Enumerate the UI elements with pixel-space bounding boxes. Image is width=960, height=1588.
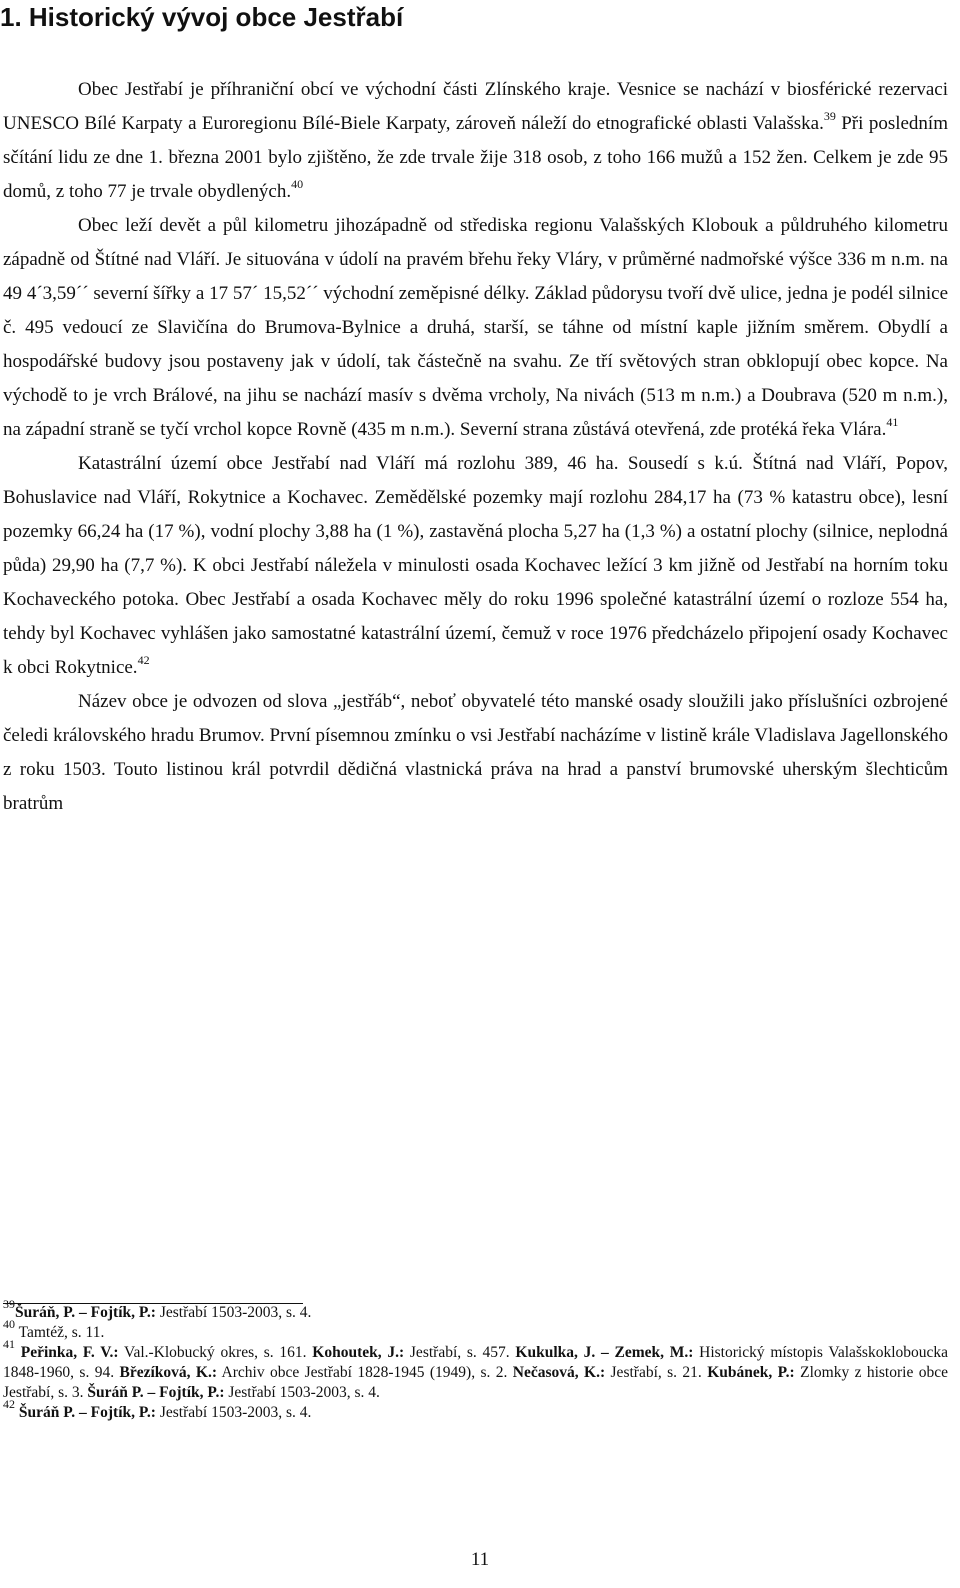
page-heading: 1. Historický vývoj obce Jestřabí [0, 2, 404, 32]
paragraph-text: Při posledním sčítání lidu ze dne 1. března 2001 bylo zjištěno, že zde trvale žije 318 osob, z toho 166 mužů a 152 žen. Celkem je zde 95 domů, z toho 77 je trvale obydlených. [3, 113, 948, 202]
footnote-text: Jestřabí 1503-2003, s. 4. [155, 1404, 312, 1421]
footnote-author: Březíková, K.: [119, 1364, 217, 1381]
footnote-author: Šuráň, P. – Fojtík, P.: [15, 1304, 156, 1321]
paragraph-text: Název obce je odvozen od slova „jestřáb“, neboť obyvatelé této manské osady sloužili jako příslušníci ozbrojené čeledi královského hradu Brumov. První písemnou zmínku o vsi Jestřabí nacházíme v listině krále Vladislava Jagellonského z roku 1503. Touto listinou král potvrdil dědičná vlastnická práva na hrad a panství brumovské uherským šlechticům bratrům [3, 691, 948, 814]
footnote-author: Kukulka, J. – Zemek, M.: [515, 1344, 694, 1361]
footnote-text: Tamtéž, s. 11. [15, 1324, 105, 1341]
footnote-author: Šuráň P. – Fojtík, P.: [87, 1384, 225, 1401]
body-text [3, 73, 948, 821]
footnote [3, 1297, 948, 1323]
footnote-author: Šuráň P. – Fojtík, P.: [15, 1404, 156, 1421]
footnote-author: Nečasová, K.: [512, 1364, 606, 1381]
footnote-ref: 40 [291, 177, 304, 191]
paragraph [3, 447, 948, 685]
footnote-text: Val.-Klobucký okres, s. 161. [118, 1344, 313, 1361]
footnote-text: Archiv obce Jestřabí 1828-1945 (1949), s. 2. [217, 1364, 513, 1381]
footnote-text: Zlomky z historie obce Jestřabí, s. 3. [3, 1364, 948, 1401]
footnotes [3, 1297, 949, 1423]
paragraph [3, 685, 948, 821]
footnote-author: Kubánek, P.: [707, 1364, 795, 1381]
footnote [3, 1317, 948, 1343]
footnote-text: Historický místopis Valašskokloboucka 1848-1960, s. 94. [3, 1344, 949, 1381]
footnote-number: 39 [3, 1297, 15, 1311]
paragraph-text: Katastrální území obce Jestřabí nad Vláří má rozlohu 389, 46 ha. Sousedí s k.ú. Štítná nad Vláří, Popov, Bohuslavice nad Vláří, Rokytnice a Kochavec. Zemědělské pozemky mají rozlohu 284,17 ha (73 % katastru obce), lesní pozemky 66,24 ha (17 %), vodní plochy 3,88 ha (1 %), zastavěná plocha 5,27 ha (1,3 %) a ostatní plochy (silnice, neplodná půda) 29,90 ha (7,7 %). K obci Jestřabí náležela v minulosti osada Kochavec ležící 3 km jižně od Jestřabí na horním toku Kochaveckého potoka. Obec Jestřabí a osada Kochavec měly do roku 1996 společné katastrální území o rozloze 554 ha, tehdy byl Kochavec vyhlášen jako samostatné katastrální území, čemuž v roce 1976 předcházelo připojení osady Kochavec k obci Rokytnice. [3, 453, 948, 678]
footnote-author: Kohoutek, J.: [312, 1344, 405, 1361]
footnote-text: Jestřabí 1503-2003, s. 4. [155, 1304, 312, 1321]
footnote-number: 40 [3, 1317, 15, 1331]
footnote-number: 41 [3, 1337, 15, 1351]
footnote [3, 1337, 949, 1403]
paragraph [3, 209, 948, 447]
footnote-text: Jestřabí 1503-2003, s. 4. [224, 1384, 380, 1401]
page-number: 11 [470, 1549, 490, 1570]
footnote [3, 1397, 948, 1423]
footnote-ref: 41 [886, 415, 899, 429]
paragraph-text: Obec leží devět a půl kilometru jihozápadně od střediska regionu Valašských Klobouk a půldruhého kilometru západně od Štítné nad Vláří. Je situována v údolí na pravém břehu řeky Vláry, v průměrné nadmořské výšce 336 m n.m. na 49 4´3,59´´ severní šířky a 17 57´ 15,52´´ východní zeměpisné délky. Základ půdorysu tvoří dvě ulice, jedna je podél silnice č. 495 vedoucí ze Slavičína do Brumova-Bylnice a druhá, starší, se táhne od místní kaple jižním směrem. Obydlí a hospodářské budovy jsou postaveny jak v údolí, tak částečně na svahu. Ze tří světových stran obklopují obec kopce. Na východě to je vrch Brálové, na jihu se nachází masív s dvěma vrcholy, Na nivách (513 m n.m.) a Doubrava (520 m n.m.), na západní straně se tyčí vrchol kopce Rovně (435 m n.m.). Severní strana zůstává otevřená, zde protéká řeka Vlára. [3, 215, 948, 440]
paragraph [3, 73, 948, 209]
footnote-text: Jestřabí, s. 21. [605, 1364, 708, 1381]
footnote-text: Jestřabí, s. 457. [404, 1344, 516, 1361]
footnote-author: Peřinka, F. V.: [15, 1344, 119, 1361]
footnote-number: 42 [3, 1397, 15, 1411]
footnote-ref: 42 [137, 653, 150, 667]
footnote-ref: 39 [823, 109, 836, 123]
paragraph-text: Obec Jestřabí je příhraniční obcí ve východní části Zlínského kraje. Vesnice se nachází v biosférické rezervaci UNESCO Bílé Karpaty a Euroregionu Bílé-Biele Karpaty, zároveň náleží do etnografické oblasti Valašska. [3, 79, 948, 134]
